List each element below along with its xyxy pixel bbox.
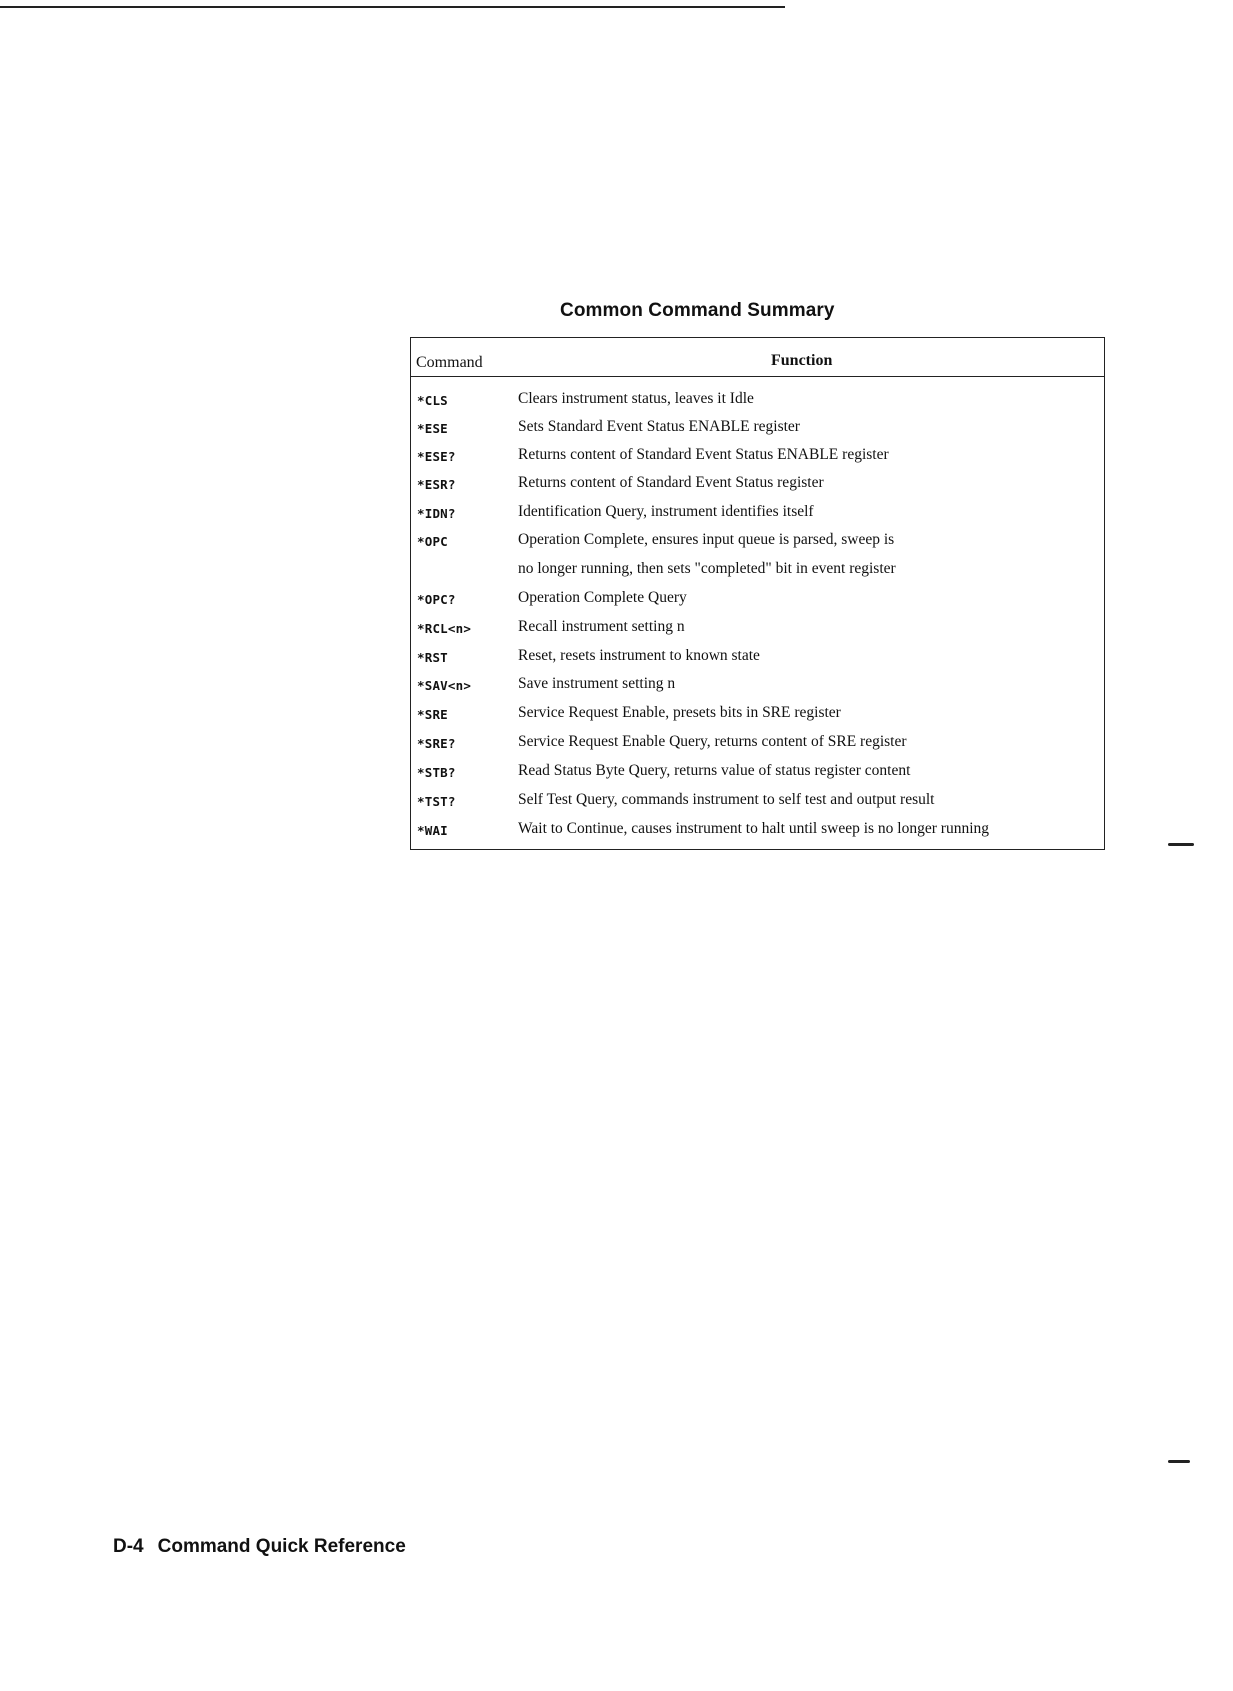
table-row	[411, 700, 1104, 728]
table-row	[411, 470, 1104, 498]
table-row	[411, 671, 1104, 699]
function-cell: Clears instrument status, leaves it Idle	[518, 390, 754, 407]
command-cell: *ESE	[417, 421, 448, 436]
command-summary-table	[410, 337, 1105, 850]
command-cell: *IDN?	[417, 506, 456, 521]
page-title: Common Command Summary	[560, 300, 835, 321]
function-cell: Service Request Enable Query, returns content of SRE register	[518, 733, 907, 750]
function-cell: Identification Query, instrument identifies itself	[518, 503, 814, 520]
table-row	[411, 386, 1104, 414]
top-rule	[0, 6, 785, 8]
table-row	[411, 442, 1104, 470]
function-cell: Self Test Query, commands instrument to self test and output result	[518, 791, 935, 808]
command-cell: *SAV<n>	[417, 678, 472, 693]
function-cell: Returns content of Standard Event Status ENABLE register	[518, 446, 889, 463]
margin-mark	[1168, 843, 1194, 846]
function-cell: Operation Complete, ensures input queue is parsed, sweep is	[518, 531, 895, 548]
command-cell: *WAI	[417, 823, 448, 838]
margin-mark	[1168, 1460, 1190, 1463]
function-cell: Operation Complete Query	[518, 589, 687, 606]
table-row	[411, 729, 1104, 757]
command-cell: *RST	[417, 650, 448, 665]
command-cell: *TST?	[417, 794, 456, 809]
section-title: Command Quick Reference	[157, 1536, 406, 1557]
table-row	[411, 499, 1104, 527]
command-cell: *CLS	[417, 393, 448, 408]
column-header-function: Function	[771, 352, 833, 369]
page-footer	[113, 1536, 406, 1558]
table-header	[411, 338, 1104, 377]
function-cell: Wait to Continue, causes instrument to halt until sweep is no longer running	[518, 820, 990, 837]
page-number: D-4	[113, 1536, 144, 1557]
function-cell: Reset, resets instrument to known state	[518, 647, 760, 664]
command-cell: *OPC?	[417, 592, 456, 607]
command-cell: *SRE?	[417, 736, 456, 751]
command-cell: *STB?	[417, 765, 456, 780]
column-header-command: Command	[416, 354, 483, 371]
function-cell: Recall instrument setting n	[518, 618, 685, 635]
function-cell: no longer running, then sets "completed" bit in event register	[518, 560, 896, 577]
function-cell: Returns content of Standard Event Status register	[518, 474, 824, 491]
command-cell: *RCL<n>	[417, 621, 472, 636]
function-cell: Sets Standard Event Status ENABLE register	[518, 418, 800, 435]
table-row	[411, 556, 1104, 584]
table-row	[411, 816, 1104, 844]
table-row	[411, 414, 1104, 442]
command-cell: *ESE?	[417, 449, 456, 464]
function-cell: Service Request Enable, presets bits in SRE register	[518, 704, 841, 721]
table-row	[411, 527, 1104, 555]
table-row	[411, 614, 1104, 642]
function-cell: Save instrument setting n	[518, 675, 676, 692]
command-cell: *SRE	[417, 707, 448, 722]
table-row	[411, 643, 1104, 671]
table-row	[411, 787, 1104, 815]
function-cell: Read Status Byte Query, returns value of status register content	[518, 762, 911, 779]
command-cell: *ESR?	[417, 477, 456, 492]
command-cell: *OPC	[417, 534, 448, 549]
table-row	[411, 585, 1104, 613]
table-row	[411, 758, 1104, 786]
